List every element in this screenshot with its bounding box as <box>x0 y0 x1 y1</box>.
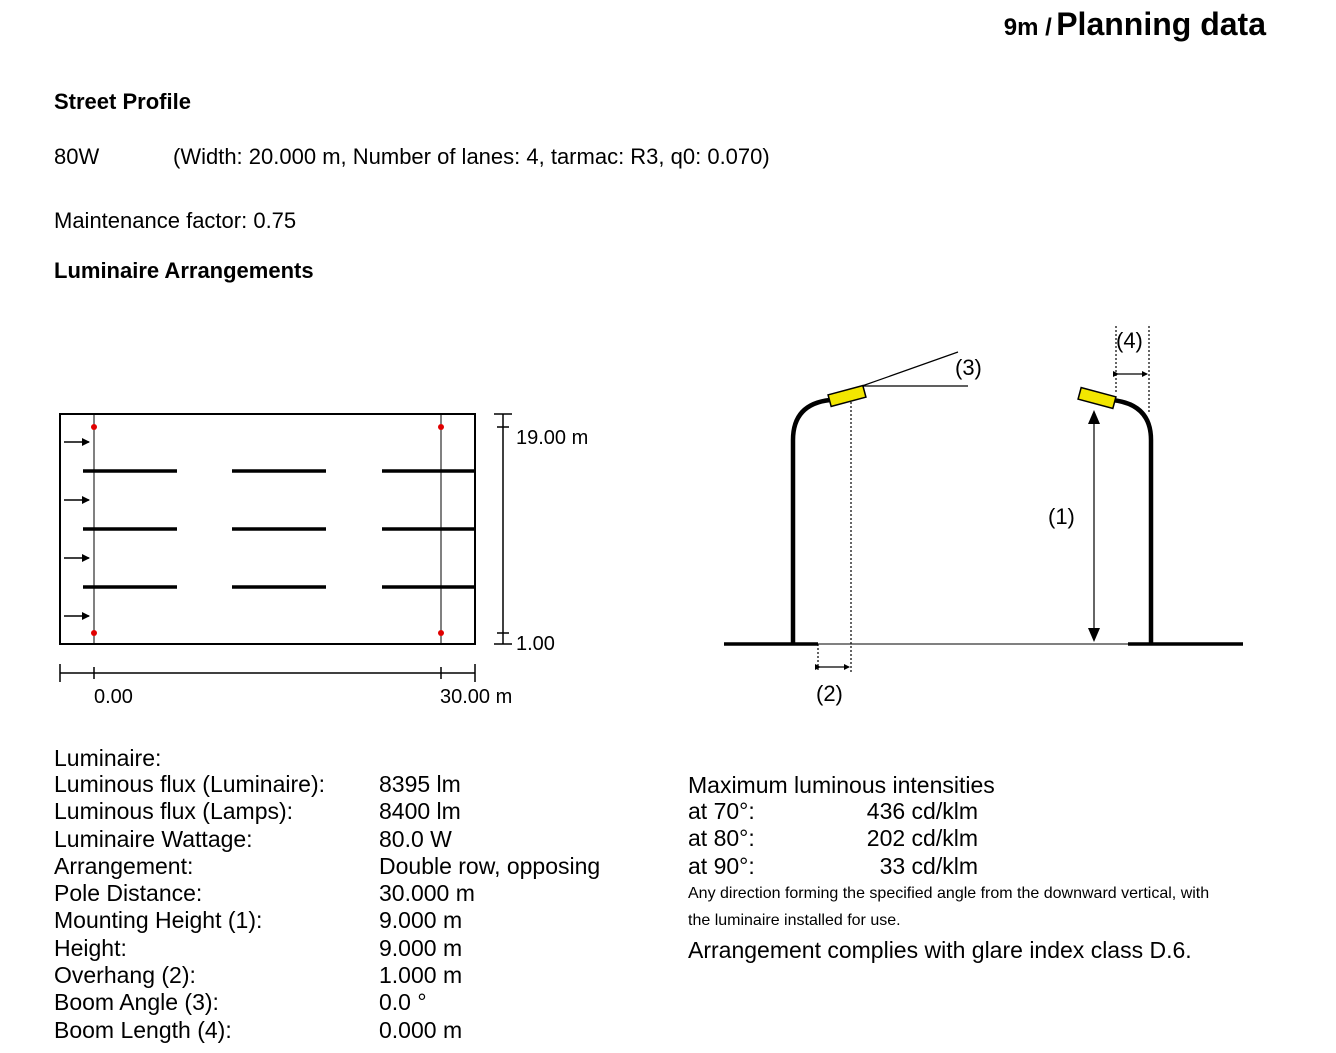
property-row <box>54 935 600 962</box>
boom-angle-marker: (3) <box>955 355 982 380</box>
intensity-value: 202 cd/klm <box>866 825 978 852</box>
property-row <box>54 798 600 825</box>
intensity-row <box>688 798 978 825</box>
dim-bottom-label: 1.00 <box>516 633 555 655</box>
street-details: (Width: 20.000 m, Number of lanes: 4, tarmac: R3, q0: 0.070) <box>173 144 770 169</box>
property-key: Mounting Height (1): <box>54 907 263 934</box>
horizontal-dimension <box>60 664 475 682</box>
intensity-note-2: the luminaire installed for use. <box>688 912 901 929</box>
title-main: Planning data <box>1056 6 1266 42</box>
property-value: 1.000 m <box>379 962 463 989</box>
maintenance-factor: Maintenance factor: 0.75 <box>54 208 297 233</box>
property-key: Height: <box>54 934 127 961</box>
intensity-angle: at 70°: <box>688 798 755 824</box>
intensity-value: 436 cd/klm <box>866 798 978 824</box>
vertical-dimension <box>494 414 512 644</box>
property-row <box>54 907 600 934</box>
property-value: 9.000 m <box>379 934 463 961</box>
pole-right <box>1112 400 1151 644</box>
glare-class: Arrangement complies with glare index class D.6. <box>688 937 1192 963</box>
property-value: 30.000 m <box>379 880 475 907</box>
property-value: 8400 lm <box>379 798 461 825</box>
property-row <box>54 989 600 1016</box>
intensities-table <box>688 798 978 880</box>
intensity-angle: at 80°: <box>688 825 755 852</box>
mounting-height-marker: (1) <box>1048 504 1075 529</box>
property-row <box>54 853 600 880</box>
property-row <box>54 880 600 907</box>
intensity-row <box>688 825 978 852</box>
title-prefix: 9m / <box>1003 14 1052 41</box>
property-row <box>54 1017 600 1044</box>
property-key: Boom Length (4): <box>54 1016 232 1043</box>
dim-top-label: 19.00 m <box>516 427 589 449</box>
lane-markings <box>83 471 475 587</box>
intensity-angle: at 90°: <box>688 852 755 879</box>
plan-diagram <box>60 414 512 682</box>
pole-left <box>793 400 830 644</box>
property-value: 0.000 m <box>379 1016 463 1043</box>
luminaire-properties <box>54 771 600 1044</box>
property-key: Boom Angle (3): <box>54 989 219 1016</box>
property-key: Luminaire Wattage: <box>54 825 253 852</box>
property-value: 8395 lm <box>379 771 461 797</box>
lamp-wattage: 80W <box>54 144 100 169</box>
street-profile-heading: Street Profile <box>54 89 191 114</box>
property-row <box>54 962 600 989</box>
property-key: Pole Distance: <box>54 880 203 907</box>
intensity-row <box>688 853 978 880</box>
property-value: 0.0 ° <box>379 989 427 1016</box>
profile-diagram <box>724 326 1243 672</box>
property-key: Luminous flux (Luminaire): <box>54 771 326 797</box>
property-key: Overhang (2): <box>54 962 196 989</box>
property-key: Arrangement: <box>54 852 194 879</box>
dim-right-label: 30.00 m <box>440 686 513 708</box>
property-key: Luminous flux (Lamps): <box>54 798 294 825</box>
property-row <box>54 826 600 853</box>
property-value: Double row, opposing <box>379 852 601 879</box>
overhang-marker: (2) <box>816 681 843 706</box>
property-value: 80.0 W <box>379 825 452 852</box>
intensity-value: 33 cd/klm <box>879 852 978 879</box>
intensity-note-1: Any direction forming the specified angle from the downward vertical, with <box>688 885 1210 902</box>
boom-length-marker: (4) <box>1116 328 1143 353</box>
luminaire-head-right <box>1078 388 1116 409</box>
property-row <box>54 771 600 798</box>
intensities-heading: Maximum luminous intensities <box>688 772 995 798</box>
luminaire-head-left <box>828 386 866 407</box>
arrangements-heading: Luminaire Arrangements <box>54 258 314 283</box>
property-value: 9.000 m <box>379 907 463 934</box>
dim-left-label: 0.00 <box>94 686 133 708</box>
luminaire-label: Luminaire: <box>54 745 162 771</box>
